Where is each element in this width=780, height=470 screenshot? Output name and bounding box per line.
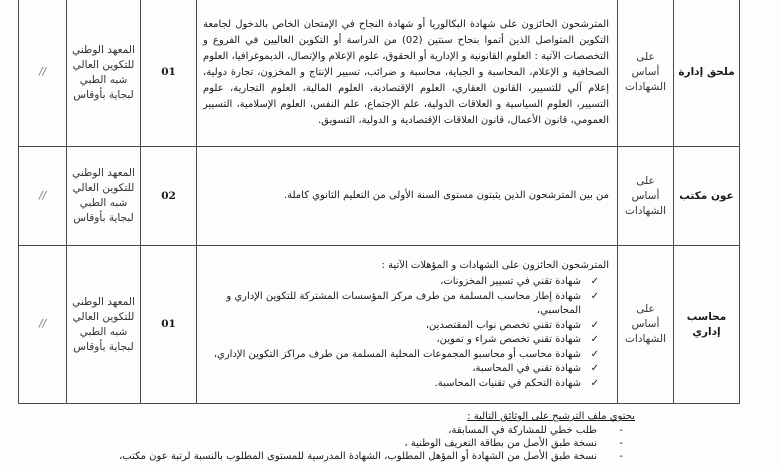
institution-cell	[67, 0, 141, 147]
document-text: نسخة طبق الأصل من بطاقة التعريف الوطنية ،	[404, 438, 597, 449]
check-icon: ✓	[590, 377, 599, 389]
table-row	[19, 246, 740, 404]
check-icon: ✓	[590, 276, 599, 287]
dash-bullet-icon: -	[619, 438, 623, 449]
positions-count-cell	[141, 147, 197, 246]
recruitment-mode-cell	[618, 147, 674, 246]
note-cell	[19, 246, 67, 404]
qualification-text: شهادة تقني في المحاسبة،	[472, 363, 581, 374]
check-icon: ✓	[590, 319, 599, 331]
list-item	[203, 319, 599, 334]
check-icon: ✓	[590, 348, 599, 360]
mode-line: على	[636, 303, 655, 315]
post-title-line: إداري	[692, 325, 721, 338]
institution-line: لبجاية بأوقاس	[73, 212, 134, 224]
conditions-cell	[197, 246, 618, 404]
institution-line: المعهد الوطني	[72, 295, 135, 308]
documents-list	[35, 424, 635, 463]
mode-line: الشهادات	[624, 81, 666, 93]
positions-count: 02	[161, 189, 176, 202]
recruitment-mode-cell	[618, 0, 674, 147]
institution-line: شبه الطبي	[79, 197, 128, 209]
list-item	[203, 333, 599, 348]
mode-line: أساس	[631, 189, 660, 202]
qualification-text: شهادة محاسب أو محاسبو المجموعات المحلية المسلمة من طرف مراكز التكوين الإداري،	[213, 348, 581, 360]
post-title-cell	[674, 246, 740, 404]
institution-line: شبه الطبي	[79, 325, 128, 338]
check-icon: ✓	[590, 334, 599, 345]
document-text: طلب خطي للمشاركة في المسابقة،	[448, 425, 597, 436]
table-row	[19, 147, 740, 246]
conditions-cell	[197, 147, 618, 246]
document-text: نسخة طبق الأصل من الشهادة أو المؤهل المطلوب، الشهادة المدرسية للمستوى المطلوب بالنسبة لرتبة عون مكتب،	[119, 451, 597, 462]
list-item	[203, 348, 599, 363]
post-title-cell	[674, 147, 740, 246]
qualification-text: شهادة تقني تخصص نواب المقتصدين،	[425, 319, 581, 331]
post-title: ملحق إدارة	[678, 66, 735, 78]
list-item	[35, 437, 623, 450]
note-cell	[19, 0, 67, 147]
conditions-cell	[197, 0, 618, 147]
institution-line: شبه الطبي	[79, 73, 128, 86]
qualification-text: شهادة إطار محاسب المسلمة من طرف مركز المؤسسات المشتركة للتكوين الإداري و المحاسبي،	[226, 290, 581, 316]
list-item	[203, 290, 599, 319]
mode-line: أساس	[631, 66, 660, 78]
list-item	[203, 275, 599, 290]
table-row	[19, 0, 740, 147]
dash-bullet-icon: -	[619, 451, 623, 462]
conditions-text: المترشحون الحائزون على شهادة البكالوريا أو شهادة النجاح في الإمتحان الخاص بالدخول لجامعة التكوين المتواصل الذين أتموا بنجاح سنتين (02) من الدراسة أو التكوين العاليين في الفروع و التخصصات الآتية : العلوم القانونية و الإدارية أو الحقوق، علوم الإعلام والإتصال، الديموغرافيا، العلوم الصحافية و الإعلام، المحاسبة و الجباية، محاسبة و ضرائب، تسيير الإنتاج و المخزون، تجارة دولية، إعلام آلي للتسيير، القانون العقاري، العلوم الإقتصادية، العلوم المالية، العلوم التجارية، علوم التسيير، العلوم السياسية و العلاقات الدولية، علم الإجتماع، علم النفس، العلوم الإسلامية، التسيير العمومي، قانون الأعمال، قانون العلاقات الإقتصادية و الدولية، التسويق.	[203, 18, 610, 126]
institution-line: للتكوين العالي	[72, 310, 135, 323]
institution-line: للتكوين العالي	[72, 58, 135, 71]
note-mark: //	[38, 318, 47, 330]
documents-heading: يحتوي ملف الترشيح على الوثائق التالية :	[467, 411, 635, 422]
positions-count-cell	[141, 246, 197, 404]
institution-line: المعهد الوطني	[72, 43, 135, 56]
conditions-intro: المترشحون الحائزون على الشهادات و المؤهلات الآتية :	[381, 260, 609, 271]
post-title: عون مكتب	[679, 189, 734, 202]
check-icon: ✓	[590, 290, 599, 302]
mode-line: الشهادات	[624, 204, 666, 217]
note-mark: //	[38, 189, 47, 202]
list-item	[203, 377, 599, 392]
mode-line: على	[636, 174, 655, 187]
note-cell	[19, 147, 67, 246]
institution-line: لبجاية بأوقاس	[73, 88, 134, 101]
institution-cell	[67, 147, 141, 246]
positions-table	[18, 0, 740, 404]
institution-line: للتكوين العالي	[72, 182, 135, 194]
mode-line: أساس	[631, 318, 660, 330]
required-documents-section	[35, 410, 635, 463]
institution-line: المعهد الوطني	[72, 167, 135, 179]
list-item	[35, 424, 623, 437]
qualification-text: شهادة التحكم في تقنيات المحاسبة.	[434, 377, 581, 389]
institution-cell	[67, 246, 141, 404]
recruitment-mode-cell	[618, 246, 674, 404]
conditions-text: من بين المترشحون الذين يثبتون مستوى السنة الأولى من التعليم الثانوي كاملة.	[283, 190, 609, 201]
dash-bullet-icon: -	[619, 425, 623, 436]
post-title-line: محاسب	[686, 310, 727, 323]
positions-count-cell	[141, 0, 197, 147]
list-item	[35, 450, 623, 463]
mode-line: الشهادات	[624, 333, 666, 345]
post-title-cell	[674, 0, 740, 147]
positions-count: 01	[161, 318, 176, 330]
institution-line: لبجاية بأوقاس	[73, 340, 134, 353]
check-icon: ✓	[590, 363, 599, 374]
list-item	[203, 362, 599, 377]
qualifications-list	[203, 275, 609, 391]
qualification-text: شهادة تقني في تسيير المخزونات،	[440, 276, 581, 287]
note-mark: //	[38, 66, 47, 78]
qualification-text: شهادة تقني تخصص شراء و تموين،	[436, 334, 581, 345]
mode-line: على	[636, 51, 655, 63]
positions-count: 01	[161, 66, 176, 78]
